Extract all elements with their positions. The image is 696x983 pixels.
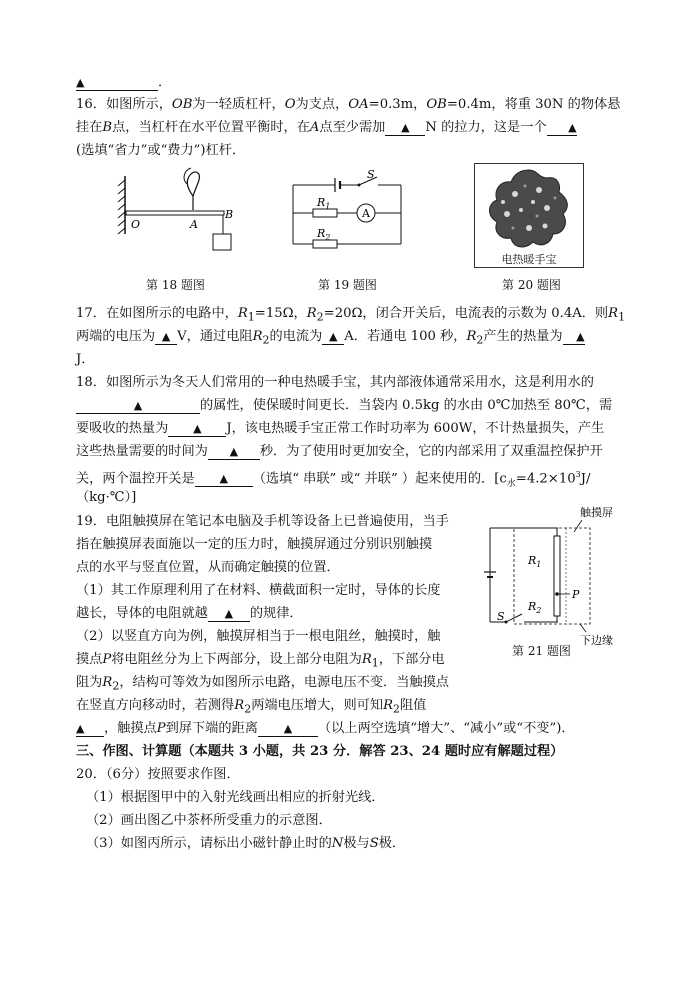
hand-warmer-label: 电热暖手宝 xyxy=(501,253,557,266)
answer-blank: ▲ xyxy=(76,398,200,414)
question-19-line-10: ▲ ，触摸点P到屏下端的距离 ▲ （以上两空选填“增大”、“减小”或“不变”)． xyxy=(76,721,575,736)
answer-blank: ▲ xyxy=(385,120,425,136)
label-R1: $R_1$ xyxy=(317,196,331,211)
answer-blank: ▲ xyxy=(547,120,577,136)
answer-blank: ▲ xyxy=(76,75,158,91)
question-18-line-6: （kg·℃）] xyxy=(76,490,137,505)
answer-blank: ▲ xyxy=(155,329,177,345)
question-16-line-1: 16．如图所示，OB为一轻质杠杆，O为支点，OA=0.3m，OB=0.4m，将重 30N 的物体悬 xyxy=(76,97,621,112)
question-20-part-2: （2）画出图乙中茶杯所受重力的示意图． xyxy=(86,813,332,828)
label-O: O xyxy=(131,218,141,231)
question-20-part-1: （1）根据图甲中的入射光线画出相应的折射光线． xyxy=(86,790,385,805)
label-A: A xyxy=(190,218,198,231)
label-P: P xyxy=(572,588,580,601)
answer-blank: ▲ xyxy=(208,444,260,460)
label-R2: $R_2$ xyxy=(528,600,542,615)
question-19-line-7: 摸点P将电阻丝分为上下两部分，设上部分电阻为$R_1$，下部分电 xyxy=(76,652,445,670)
figure-21-caption: 第 21 题图 xyxy=(512,644,571,658)
label-R1: $R_1$ xyxy=(528,554,542,569)
question-18-line-5: 关，两个温控开关是 ▲ （选填“ 串联” 或“ 并联” ）起来使用的．[$c_水=4.2\times 10^3J/$ xyxy=(76,470,591,490)
question-19-line-1: 19．电阻触摸屏在笔记本电脑及手机等设备上已普遍使用，当手 xyxy=(76,514,449,529)
answer-blank: ▲ xyxy=(195,471,253,487)
figure-18-caption: 第 18 题图 xyxy=(146,278,205,292)
figure-20-caption: 第 20 题图 xyxy=(502,278,561,292)
touch-screen-circuit-figure xyxy=(470,500,630,650)
question-17-line-1: 17．在如图所示的电路中，$R_1=15\Omega$，$R_2=20\Omega$，闭合开关后，电流表的示数为 0.4A．则$R_1$ xyxy=(76,306,626,324)
label-bottom-edge: 下边缘 xyxy=(580,634,613,647)
question-20-title: 20．（6分）按照要求作图． xyxy=(76,767,240,782)
label-B: B xyxy=(225,208,234,221)
answer-blank: ▲ xyxy=(322,329,344,345)
question-18-line-3: 要吸收的热量为 ▲ J，该电热暖手宝正常工作时功率为 600W，不计热量损失，产生 xyxy=(76,421,605,436)
section-3-heading: 三、作图、计算题（本题共 3 小题，共 23 分．解答 23、24 题时应有解题过程） xyxy=(76,744,564,759)
question-19-line-5: 越长，导体的电阻就越 ▲ 的规律． xyxy=(76,606,303,621)
question-18-line-4: 这些热量需要的时间为 ▲ 秒．为了使用时更加安全，它的内部采用了双重温控保护开 xyxy=(76,444,603,459)
answer-blank: ▲ xyxy=(258,721,318,737)
question-17-line-3: J． xyxy=(76,352,95,367)
question-17-line-2: 两端的电压为 ▲ V，通过电阻$R_2$的电流为 ▲ A．若通电 100 秒，$R_2$产生的热量为 ▲ xyxy=(76,329,585,347)
label-touch-screen: 触摸屏 xyxy=(580,506,613,519)
label-switch-S: S xyxy=(497,610,505,623)
question-19-line-2: 指在触摸屏表面施以一定的压力时，触摸屏通过分别识别触摸 xyxy=(76,537,433,552)
lever-figure xyxy=(115,166,245,256)
figure-19-caption: 第 19 题图 xyxy=(318,278,377,292)
answer-blank: ▲ xyxy=(168,421,226,437)
label-R2: $R_2$ xyxy=(317,227,331,242)
label-switch-S: S xyxy=(367,168,375,181)
circuit-figure-19 xyxy=(285,168,410,253)
question-20-part-3: （3）如图丙所示，请标出小磁针静止时的N极与S极． xyxy=(86,836,406,851)
question-16-line-3: (选填“省力”或“费力”)杠杆． xyxy=(76,143,246,158)
question-19-line-4: （1）其工作原理利用了在材料、横截面积一定时，导体的长度 xyxy=(76,583,441,598)
question-19-line-9: 在竖直方向移动时，若测得$R_2$两端电压增大，则可知$R_2$阻值 xyxy=(76,698,427,716)
answer-blank: ▲ xyxy=(563,329,585,345)
question-18-line-1: 18．如图所示为冬天人们常用的一种电热暖手宝，其内部液体通常采用水，这是利用水的 xyxy=(76,375,594,390)
question-19-line-8: 阻为$R_2$，结构可等效为如图所示电路，电源电压不变．当触摸点 xyxy=(76,675,449,693)
question-16-line-2: 挂在B点，当杠杆在水平位置平衡时，在A点至少需加 ▲ N 的拉力，这是一个 ▲ xyxy=(76,120,577,135)
question-18-line-2: ▲ 的属性，使保暖时间更长．当袋内 0.5kg 的水由 0℃加热至 80℃，需 xyxy=(76,397,612,415)
prev-answer-line: ▲ ． xyxy=(76,75,172,90)
ammeter-label: A xyxy=(362,207,370,220)
hand-warmer-photo-frame xyxy=(474,163,584,268)
question-19-line-6: （2）以竖直方向为例，触摸屏相当于一根电阻丝，触摸时，触 xyxy=(76,629,441,644)
question-19-line-3: 点的水平与竖直位置，从而确定触摸的位置． xyxy=(76,560,340,575)
hand-warmer-image xyxy=(475,164,583,254)
answer-blank: ▲ xyxy=(76,721,104,737)
answer-blank: ▲ xyxy=(208,606,250,622)
